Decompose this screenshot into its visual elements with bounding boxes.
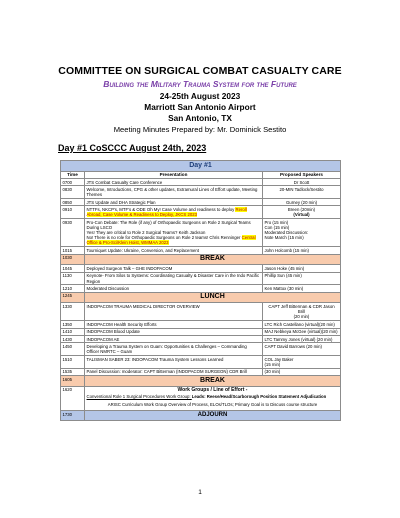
speaker-text: COL Jay Baker xyxy=(264,356,294,362)
table-row xyxy=(61,355,341,368)
speaker-note: (Virtual) xyxy=(293,212,310,218)
work-group-line: ARISC Curriculum Work Group Overview of Process, ELOs/TLOs; Primary Goal is to Discuss course structure xyxy=(107,402,318,408)
time-cell: 0930 xyxy=(61,219,85,247)
speaker-cell: CAPT David Barrows (20 min) xyxy=(263,343,341,356)
presentation-cell: TALISMAN SABER 23: INDOPACOM Trauma System Lessons Learned xyxy=(85,355,263,368)
break-row xyxy=(61,375,341,386)
table-row xyxy=(61,247,341,254)
meeting-city: San Antonio, TX xyxy=(168,113,232,123)
presentation-cell: Developing a Trauma System on Guam: Opportunities & Challenges – Commanding Officer NMRTC – Guam xyxy=(85,343,263,356)
time-cell: 0910 xyxy=(61,206,85,219)
time-cell: 1030 xyxy=(61,254,85,265)
speaker-cell: LTC Rich Castellano (virtual)(20 min) xyxy=(263,321,341,328)
time-cell: 1245 xyxy=(61,292,85,303)
speaker-duration: (20 min) xyxy=(293,314,310,320)
page-number: 1 xyxy=(198,489,202,496)
table-row xyxy=(61,199,341,206)
time-cell: 1730 xyxy=(61,411,85,421)
table-row xyxy=(61,179,341,186)
work-groups-cell xyxy=(85,386,341,411)
presentation-cell: JTS Combat Casualty Care Conference xyxy=(85,179,263,186)
table-row xyxy=(61,265,341,272)
presentation-cell: INDOPACOM Blood Update xyxy=(85,328,263,335)
time-cell: 1330 xyxy=(61,303,85,321)
column-header-row xyxy=(61,171,341,178)
presentation-cell: Panel Discussion: moderator: CAPT Bitterman (INDOPACOM SURGEON) CDR Brill xyxy=(85,368,263,375)
speaker-cell: 20-MIN Tadlock/Sestito xyxy=(263,186,341,199)
presentation-cell: INDOPACOM TRAUMA MEDICAL DIRECTOR OVERVIEW xyxy=(85,303,263,321)
col-presentation-header: Presentation xyxy=(85,171,263,178)
speaker-cell: Phillip Sun (45 min) xyxy=(263,272,341,285)
day-label: Day #1 xyxy=(61,161,341,172)
time-cell: 1045 xyxy=(61,265,85,272)
speaker-cell xyxy=(263,355,341,368)
table-row xyxy=(61,186,341,199)
table-row xyxy=(61,219,341,247)
presentation-text: NTTFs, NKCP's, MTF's & ODE Oh My! Case Volume and readiness to deploy xyxy=(86,207,236,213)
table-row xyxy=(61,368,341,375)
col-time-header: Time xyxy=(61,171,85,178)
presentation-line xyxy=(87,235,261,245)
time-cell: 1535 xyxy=(61,368,85,375)
break-row xyxy=(61,254,341,265)
speaker-cell: Gurney (20 min) xyxy=(263,199,341,206)
time-cell: 0700 xyxy=(61,179,85,186)
time-cell: 1450 xyxy=(61,343,85,356)
lunch-row xyxy=(61,292,341,303)
presentation-text: No! There is no role for Orthopaedic Surgeons on Role 2 teams! Chris Renninger xyxy=(86,235,242,241)
day-label-row xyxy=(61,161,341,172)
speaker-duration: (15 min) xyxy=(264,361,281,367)
speaker-line: Note March (15 min) xyxy=(264,235,304,241)
work-group-leads: Leads: Reese/Head/Scarborough Position Statement Adjudication xyxy=(191,394,327,400)
highlighted-text: Central Office & Pro-Sci/Klein Hoist, WMMAA 2023 xyxy=(86,235,256,246)
table-row xyxy=(61,285,341,292)
break-label: BREAK xyxy=(85,254,341,265)
speaker-cell: Jason Hoke (45 min) xyxy=(263,265,341,272)
speaker-cell: (30 min) xyxy=(263,368,341,375)
meeting-dates: 24-25th August 2023 xyxy=(159,91,241,101)
work-group-line xyxy=(87,394,339,399)
speaker-cell: Ken Mattox (30 min) xyxy=(263,285,341,292)
agenda-table xyxy=(60,160,341,421)
document-subtitle: Building the Military Trauma System for the Future xyxy=(103,79,297,89)
speaker-text: Breen (20min) xyxy=(287,207,316,213)
table-row xyxy=(61,335,341,342)
table-row xyxy=(61,328,341,335)
col-speakers-header: Proposed Speakers xyxy=(263,171,341,178)
presentation-cell: Welcome, Introductions, CPG & other updates, Extramural Lines of Effort update, Meeting Themes xyxy=(85,186,263,199)
adjourn-row xyxy=(61,411,341,421)
time-cell: 1210 xyxy=(61,285,85,292)
work-groups-title: Work Groups / Line of Effort - xyxy=(177,387,248,394)
presentation-cell: Keynote- From Silos to Systems: Coordinating Casualty & Disaster Care in the Indo Pacific Region xyxy=(85,272,263,285)
speaker-cell xyxy=(263,206,341,219)
meeting-venue: Marriott San Antonio Airport xyxy=(144,102,256,112)
speaker-line: Con (15 min) xyxy=(264,224,290,230)
presentation-cell: Tourniquet Update: Ukraine, Conversion, and Replacement xyxy=(85,247,263,254)
speaker-cell xyxy=(263,303,341,321)
speaker-cell xyxy=(263,219,341,247)
time-cell: 1620 xyxy=(61,386,85,411)
speaker-cell: LTC Tammy Jones (virtual) (20 min) xyxy=(263,335,341,342)
time-cell: 1015 xyxy=(61,247,85,254)
table-row xyxy=(61,321,341,328)
speaker-text: CAPT Jeff Bitterman & CDR Jason Brill xyxy=(268,303,335,315)
presentation-cell: Moderated Discussion xyxy=(85,285,263,292)
lunch-label: LUNCH xyxy=(85,292,341,303)
adjourn-label: ADJOURN xyxy=(85,411,341,421)
table-row xyxy=(61,272,341,285)
presentation-cell: JTS Update and DHA Strategic Plan xyxy=(85,199,263,206)
speaker-cell: MAJ Nebkeya McGee (virtual)(20 min) xyxy=(263,328,341,335)
table-row xyxy=(61,343,341,356)
table-row xyxy=(61,386,341,411)
speaker-cell: John Holcomb (15 min) xyxy=(263,247,341,254)
prepared-by: Meeting Minutes Prepared by: Mr. Dominick Sestito xyxy=(113,125,287,134)
highlighted-text: Reroll Abroad, Case Volume & Readiness to Deploy, JKCS 2023 xyxy=(86,207,247,218)
time-cell: 0850 xyxy=(61,199,85,206)
time-cell: 1605 xyxy=(61,375,85,386)
speaker-cell: Dr Scott xyxy=(263,179,341,186)
speaker-line: Pro (15 min) xyxy=(264,219,289,225)
presentation-cell xyxy=(85,206,263,219)
table-row xyxy=(61,206,341,219)
presentation-line: Yes! They are critical to Role 2 Surgical Teams? Keith Jackson xyxy=(86,230,206,236)
time-cell: 0830 xyxy=(61,186,85,199)
table-row xyxy=(61,303,341,321)
time-cell: 1430 xyxy=(61,335,85,342)
presentation-cell: INDOPACOM Health Security Efforts xyxy=(85,321,263,328)
document-title: COMMITTEE ON SURGICAL COMBAT CASUALTY CARE xyxy=(58,65,342,77)
presentation-line: Pro-Con Debate: The Role (if any) of Orthopaedic Surgeons on Role 2 Surgical Teams During LSCO xyxy=(86,219,251,230)
work-group-text: Conventional Role 1 Surgical Procedures Work Group: xyxy=(86,394,192,400)
presentation-cell: Deployed Surgeon Talk – GHE INDOPACOM xyxy=(85,265,263,272)
presentation-cell: INDOPACOM AE xyxy=(85,335,263,342)
time-cell: 1410 xyxy=(61,328,85,335)
time-cell: 1130 xyxy=(61,272,85,285)
time-cell: 1350 xyxy=(61,321,85,328)
break-label: BREAK xyxy=(85,375,341,386)
day-heading: Day #1 CoSCCC August 24th, 2023 xyxy=(58,143,207,153)
presentation-cell xyxy=(85,219,263,247)
speaker-line: Moderated Discussion: xyxy=(264,230,309,236)
time-cell: 1510 xyxy=(61,355,85,368)
